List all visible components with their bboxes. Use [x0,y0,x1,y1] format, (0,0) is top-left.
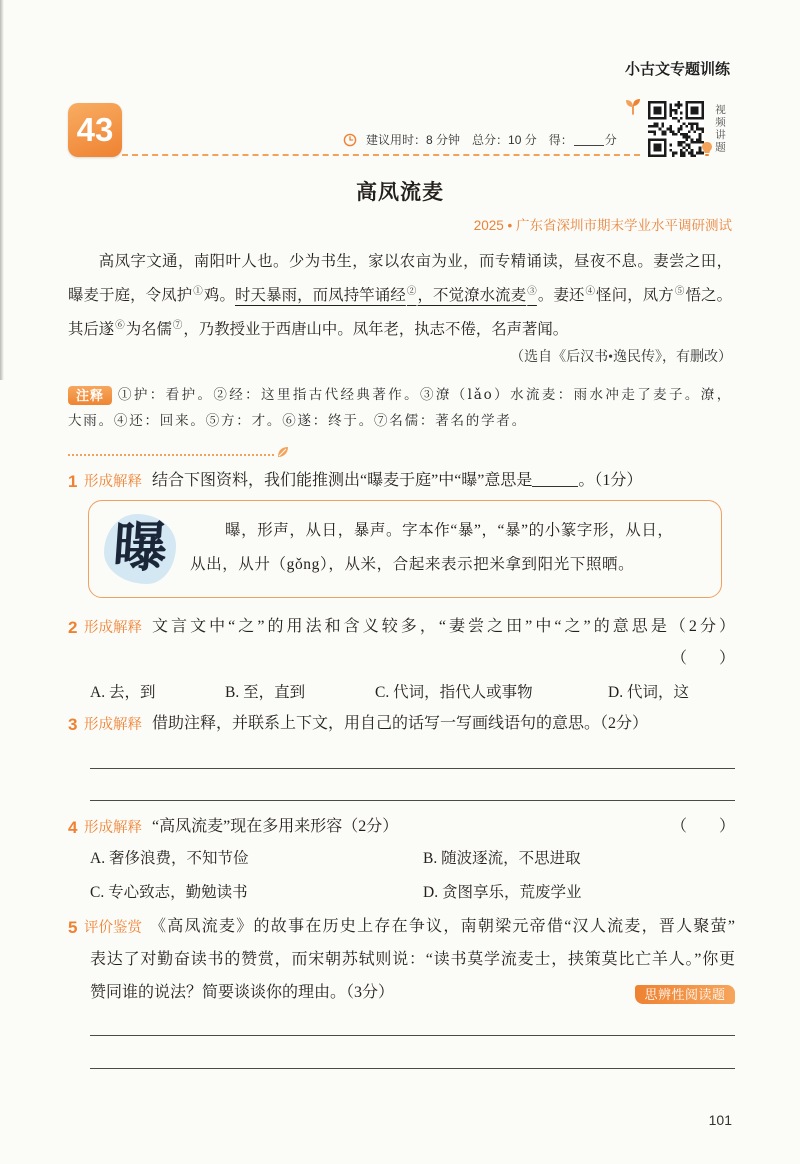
qr-module [648,138,651,141]
qr-module [659,146,662,149]
question-5-number: 5 [68,918,78,937]
qr-module [688,146,691,149]
qr-module [664,104,667,107]
qr-module [669,112,672,115]
answer-line[interactable] [90,1035,735,1036]
qr-module [672,152,675,155]
qr-module [688,136,691,139]
clock-icon [343,133,357,147]
qr-module [664,101,667,104]
qr-module [656,101,659,104]
qr-module [691,122,694,125]
critical-reading-badge: 思辨性阅读题 [635,985,735,1004]
qr-module [691,138,694,141]
qr-module [669,128,672,131]
qr-module [669,114,672,117]
qr-module [685,101,688,104]
question-4-number: 4 [68,818,78,837]
banner-dashed-line [122,154,640,156]
passage-text: 悟之。 [685,287,732,304]
qr-module [680,128,683,131]
qr-module [653,133,656,136]
score-blank[interactable] [574,133,604,146]
qr-module [664,117,667,120]
qr-module [648,101,651,104]
qr-module [664,112,667,115]
qr-module [685,109,688,112]
qr-module [656,138,659,141]
qr-module [667,128,670,131]
qr-module [691,117,694,120]
qr-module [648,117,651,120]
qr-module [688,117,691,120]
qr-module [648,109,651,112]
qr-module [664,106,667,109]
answer-bracket[interactable]: （ ） [670,650,735,667]
qr-module [669,106,672,109]
qr-module [656,106,659,109]
qr-module [677,104,680,107]
passage-text: 时天暴雨，而凤持竿诵经 [235,287,406,304]
qr-module [685,114,688,117]
question-4-text: “高凤流麦”现在多用来形容（2分） [152,818,399,835]
notes-line-2: 大雨。④还：回来。⑤方：才。⑥遂：终于。⑦名儒：著名的学者。 [68,413,527,429]
qr-module [691,154,694,157]
passage-line-2 [68,284,732,308]
qr-module [659,117,662,120]
qr-module [685,117,688,120]
qr-module [680,149,683,152]
qr-module [648,125,651,128]
qr-module [656,109,659,112]
question-1-prompt: 结合下图资料，我们能推测出“曝麦于庭”中“曝”意思是 [152,472,533,489]
qr-module [696,152,699,155]
qr-module [677,106,680,109]
option-c[interactable]: C. 专心致志，勤勉读书 [90,884,248,901]
qr-module [653,125,656,128]
suggested-time: 建议用时：8 分钟 [366,133,461,147]
qr-module [659,144,662,147]
qr-module [651,130,654,133]
qr-module [699,117,702,120]
qr-module [664,130,667,133]
etymology-line-2: 从出，从廾（gǒng），从米，合起来表示把米拿到阳光下照晒。 [190,556,635,573]
qr-module [675,133,678,136]
qr-module [675,109,678,112]
qr-module [677,144,680,147]
qr-module [685,106,688,109]
score-earned-label: 得： [548,133,573,147]
option-d[interactable]: D. 代词，这 [608,684,689,701]
sprout-icon [624,97,642,115]
option-a[interactable]: A. 奢侈浪费，不知节俭 [90,850,249,867]
qr-module [651,154,654,157]
timer-row [366,132,617,148]
qr-module [659,154,662,157]
qr-module [701,114,704,117]
qr-module [661,133,664,136]
qr-module [677,130,680,133]
qr-module [691,149,694,152]
qr-module [701,101,704,104]
leaf-icon [276,445,290,459]
qr-module [659,109,662,112]
option-a[interactable]: A. 去，到 [90,684,156,701]
qr-module [653,146,656,149]
bulb-icon [701,141,713,157]
qr-module [696,128,699,131]
qr-module [669,130,672,133]
qr-module [659,112,662,115]
option-b[interactable]: B. 至，直到 [225,684,306,701]
qr-module [693,109,696,112]
qr-module [659,101,662,104]
question-5-line-1: 《高凤流麦》的故事在历史上存在争议，南朝梁元帝借“汉人流麦，晋人聚萤” [150,918,735,935]
qr-module [683,152,686,155]
qr-module [648,114,651,117]
question-3-number: 3 [68,715,78,734]
qr-module [675,104,678,107]
qr-module [672,130,675,133]
qr-module [653,112,656,115]
qr-module [685,112,688,115]
qr-module [680,154,683,157]
question-1-text [152,469,642,493]
qr-module [653,122,656,125]
notes-label: 注释 [68,386,112,405]
question-2-number: 2 [68,618,78,637]
qr-module [672,117,675,120]
qr-module [701,128,704,131]
qr-module [653,138,656,141]
qr-module [680,133,683,136]
article-title: 高凤流麦 [356,180,444,204]
qr-module [685,149,688,152]
lesson-number-badge: 43 [68,103,122,157]
qr-module [693,112,696,115]
qr-module [680,152,683,155]
qr-module [669,104,672,107]
qr-module [661,138,664,141]
total-score: 总分：10 分 [472,133,537,147]
qr-module [659,149,662,152]
qr-module [661,122,664,125]
qr-module [683,136,686,139]
qr-module [672,133,675,136]
qr-module [664,144,667,147]
qr-module [677,128,680,131]
qr-module [675,152,678,155]
qr-module [699,133,702,136]
qr-module [691,125,694,128]
qr-module [653,101,656,104]
seal-script-glyph: 曝 [110,518,170,578]
qr-module [669,109,672,112]
qr-module [656,154,659,157]
qr-module [701,104,704,107]
answer-line[interactable] [90,800,735,801]
qr-module [648,104,651,107]
qr-module [669,149,672,152]
passage-text: 鸡。 [203,287,235,304]
qr-module [696,112,699,115]
source-tag: 2025 • 广东省深圳市期末学业水平调研测试 [473,218,732,233]
qr-module [701,130,704,133]
qr-module [696,106,699,109]
qr-module [648,154,651,157]
passage-text: ，不觉潦水流麦 [417,287,527,304]
qr-module [691,109,694,112]
qr-module [656,144,659,147]
note-ref: ⑥ [115,321,125,331]
passage-text: 高凤字文通，南阳叶人也。少为书生，家以农亩为业，而专精诵读，昼夜不息。妻尝之田， [98,253,732,270]
qr-module [683,141,686,144]
qr-module [659,106,662,109]
qr-module [656,149,659,152]
qr-module [683,133,686,136]
qr-module [685,136,688,139]
qr-module [648,130,651,133]
qr-module [656,112,659,115]
qr-module [661,154,664,157]
qr-module [651,138,654,141]
qr-module [648,106,651,109]
qr-module [664,133,667,136]
qr-module [653,144,656,147]
note-ref: ⑦ [172,321,183,331]
note-ref: ③ [527,287,537,297]
question-3-tag: 形成解释 [84,717,142,733]
qr-module [701,112,704,115]
passage-text: 。妻还 [537,287,585,304]
qr-module [672,109,675,112]
question-5-tag: 评价鉴赏 [84,920,142,936]
option-b[interactable]: B. 随波逐流，不思进取 [423,850,581,867]
answer-blank[interactable] [532,470,578,487]
qr-module [699,128,702,131]
qr-module [701,117,704,120]
etymology-line-1: 曝，形声，从日，暴声。字本作“暴”，“暴”的小篆字形，从日， [225,522,674,539]
note-ref: ⑤ [674,287,685,297]
qr-module [696,138,699,141]
answer-line[interactable] [90,1068,735,1069]
etymology-box [88,500,722,598]
qr-module [688,101,691,104]
passage-text: 怪问，凤方 [596,287,674,304]
qr-module [664,109,667,112]
qr-module [696,117,699,120]
qr-module [653,149,656,152]
qr-module [688,130,691,133]
qr-module [693,141,696,144]
qr-module [664,154,667,157]
underlined-sentence [235,287,538,304]
qr-module [693,117,696,120]
qr-module [651,117,654,120]
qr-module [653,109,656,112]
question-2-text: 文言文中“之”的用法和含义较多，“妻尝之田”中“之”的意思是（2分） [152,618,735,635]
note-ref: ④ [585,287,596,297]
question-1-tail: 。（1分） [578,472,643,489]
qr-module [691,106,694,109]
qr-module [653,117,656,120]
qr-module [693,101,696,104]
qr-module [661,101,664,104]
qr-module [680,144,683,147]
qr-modules [648,101,704,157]
qr-module [648,152,651,155]
qr-module [669,125,672,128]
qr-module [693,130,696,133]
qr-module [672,154,675,157]
qr-module [683,154,686,157]
qr-module [661,125,664,128]
qr-module [688,122,691,125]
passage-text: 其后遂 [68,321,115,338]
qr-module [664,149,667,152]
qr-module [696,101,699,104]
qr-module [664,114,667,117]
qr-module [656,146,659,149]
question-5-line-2: 表达了对勤奋读书的赞赏，而宋朝苏轼则说：“读书莫学流麦士，挟策莫比亡羊人。”你更 [90,951,735,968]
qr-module [680,141,683,144]
question-1-tag: 形成解释 [84,474,142,490]
qr-module [691,152,694,155]
question-3-text: 借助注释，并联系上下文，用自己的话写一写画线语句的意思。（2分） [152,715,649,732]
qr-module [696,141,699,144]
qr-module [651,101,654,104]
qr-module [699,101,702,104]
qr-module [648,144,651,147]
qr-module [691,128,694,131]
question-2-tag: 形成解释 [84,620,142,636]
note-ref: ② [406,287,417,297]
series-title: 小古文专题训练 [624,61,730,78]
passage-text: 曝麦于庭，令凤护 [68,287,193,304]
qr-module [688,152,691,155]
qr-module [693,154,696,157]
option-d[interactable]: D. 贪图享乐，荒废学业 [423,884,582,901]
question-4-tag: 形成解释 [84,820,142,836]
section-divider [68,454,274,456]
passage-text: ，乃教授业于西唐山中。凤年老，执志不倦，名声著闻。 [183,321,569,338]
qr-module [691,112,694,115]
qr-code[interactable] [648,101,704,157]
qr-module [648,146,651,149]
qr-module [656,117,659,120]
qr-module [680,104,683,107]
qr-module [648,149,651,152]
qr-module [675,117,678,120]
answer-line[interactable] [90,768,735,769]
page-number: 101 [708,1112,732,1128]
qr-module [683,146,686,149]
qr-module [675,112,678,115]
qr-module [683,122,686,125]
question-1-number: 1 [68,472,78,491]
qr-module [669,144,672,147]
video-lesson-label: 视频讲题 [714,104,726,154]
qr-module [656,122,659,125]
qr-module [680,112,683,115]
qr-module [696,109,699,112]
qr-module [664,146,667,149]
qr-module [677,101,680,104]
qr-module [680,125,683,128]
qr-module [648,112,651,115]
qr-module [691,101,694,104]
qr-module [664,138,667,141]
qr-module [648,141,651,144]
qr-module [701,106,704,109]
note-ref: ① [193,287,203,297]
qr-module [664,152,667,155]
qr-module [653,154,656,157]
qr-module [691,141,694,144]
qr-module [653,106,656,109]
qr-module [685,133,688,136]
qr-module [680,117,683,120]
score-unit: 分 [604,133,617,147]
qr-module [693,106,696,109]
qr-module [656,125,659,128]
qr-module [677,120,680,123]
qr-module [685,125,688,128]
passage-line-1 [68,250,732,274]
qr-module [685,138,688,141]
qr-module [651,125,654,128]
passage-line-3 [68,318,732,342]
qr-module [688,144,691,147]
qr-module [701,109,704,112]
option-c[interactable]: C. 代词，指代人或事物 [375,684,533,701]
qr-module [685,144,688,147]
qr-module [661,117,664,120]
notes-line-1: ①护：看护。②经：这里指古代经典著作。③潦（lǎo）水流麦：雨水冲走了麦子。潦， [118,387,732,403]
qr-module [677,141,680,144]
qr-module [693,122,696,125]
qr-module [659,128,662,131]
answer-bracket[interactable]: （ ） [670,818,735,835]
qr-module [685,104,688,107]
qr-module [661,130,664,133]
passage-text: 为名儒 [125,321,172,338]
question-5-line-3: 赞同谁的说法？简要谈谈你的理由。（3分） [90,984,395,1001]
citation: （选自《后汉书•逸民传》，有删改） [510,350,732,365]
qr-module [696,122,699,125]
qr-module [653,130,656,133]
qr-module [699,136,702,139]
qr-module [659,138,662,141]
qr-module [664,141,667,144]
qr-module [696,125,699,128]
